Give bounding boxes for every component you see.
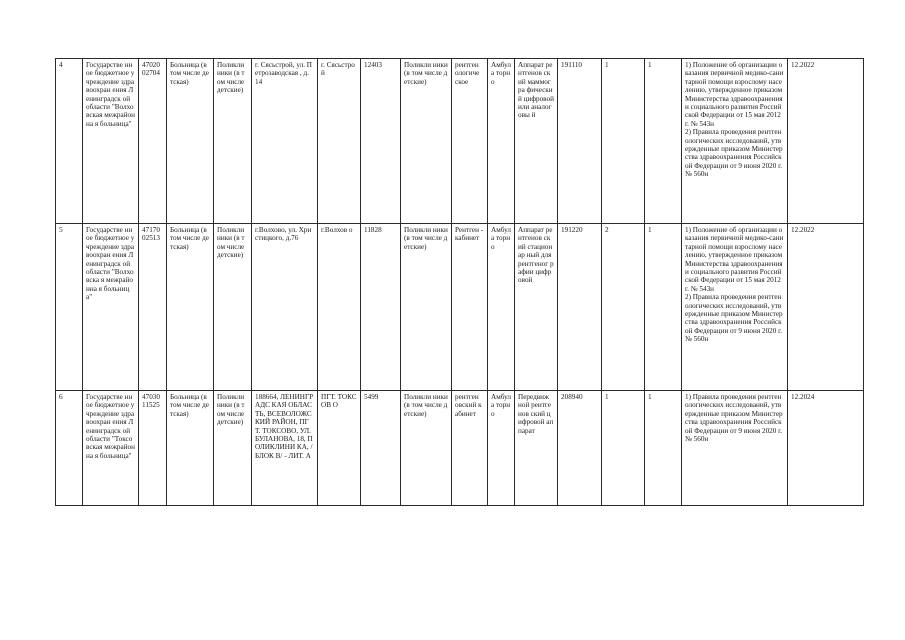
row-number: 6 <box>56 391 83 506</box>
cabinet-cell: рентген овский кабинет <box>452 391 488 506</box>
date-cell: 12.2022 <box>788 59 864 224</box>
unit-type-cell: Поликли ники (в том числе детские) <box>214 224 252 391</box>
equipment-table <box>55 58 864 506</box>
unit-type-cell: Поликли ники (в том числе детские) <box>214 59 252 224</box>
address-cell: 188664, ЛЕНИНГРАДС КАЯ ОБЛАСТЬ, ВСЕВОЛОЖС КИЙ РАЙОН, ПГТ. ТОКСОВО, УЛ. БУЛАНОВА, 18, ПОЛИКЛИНИ КА, /БЛОК В/ - ЛИТ. А <box>252 391 318 506</box>
care-condition-cell: Амбула торно <box>488 391 515 506</box>
date-cell: 12.2024 <box>788 391 864 506</box>
quantity-cell: 1 <box>602 391 645 506</box>
facility-type-cell: Больница (в том числе детская) <box>167 224 214 391</box>
population-cell: 11828 <box>361 224 401 391</box>
address-cell: г.Волхово, ул. Христицкого, д.76 <box>252 224 318 391</box>
population-cell: 12403 <box>361 59 401 224</box>
organization-cell: Государстве нное бюджетное учреждение здравоохран ения Ленинградск ой области "Волховская межрайонна я больница" <box>83 59 139 224</box>
quantity-cell: 1 <box>602 59 645 224</box>
equipment-code-cell: 191220 <box>558 224 602 391</box>
care-condition-cell: Амбула торно <box>488 59 515 224</box>
care-condition-cell: Амбула торно <box>488 224 515 391</box>
facility-type-cell: Больница (в том числе детская) <box>167 391 214 506</box>
equipment-code-cell: 191110 <box>558 59 602 224</box>
table-row <box>56 224 864 391</box>
facility-type-cell: Больница (в том числе детская) <box>167 59 214 224</box>
table-row <box>56 391 864 506</box>
regulations-cell: 1) Положение об организации оказания первичной медико-санитарной помощи взрослому населению, утвержденное приказом Министерства здравоохранения и социального развития Российской Федерации от 15 мая 2012 г. № 543н 2) Правила проведения рентгенологических исследований, утвержденные приказом Министерства здравоохранения Российской Федерации от 9 июня 2020 г. № 560н <box>682 224 788 391</box>
organization-cell: Государстве нное бюджетное учреждение здравоохран ения Ленинградск ой области "Токсовская межрайонна я больница" <box>83 391 139 506</box>
date-cell: 12.2022 <box>788 224 864 391</box>
org-code-cell: 47020 02704 <box>139 59 167 224</box>
population-cell: 5499 <box>361 391 401 506</box>
quantity-cell: 1 <box>645 391 682 506</box>
cabinet-cell: Рентген - кабинет <box>452 224 488 391</box>
equipment-cell: Аппарат рентгенов ский маммогра фический цифровой или аналоговы й <box>515 59 558 224</box>
quantity-cell: 1 <box>645 59 682 224</box>
org-code-cell: 47170 02513 <box>139 224 167 391</box>
cabinet-cell: рентген ологиче ское <box>452 59 488 224</box>
settlement-cell: г.Волхов о <box>318 224 361 391</box>
row-number: 4 <box>56 59 83 224</box>
organization-cell: Государстве нное бюджетное учреждение здравоохран ения Ленинградск ой области "Волховска я межрайонна я больница" <box>83 224 139 391</box>
department-cell: Поликли ники (в том числе детские) <box>401 224 452 391</box>
equipment-code-cell: 208940 <box>558 391 602 506</box>
equipment-cell: Передвиж ной рентгенов ский цифровой аппарат <box>515 391 558 506</box>
quantity-cell: 1 <box>645 224 682 391</box>
department-cell: Поликли ники (в том числе детские) <box>401 59 452 224</box>
row-number: 5 <box>56 224 83 391</box>
equipment-cell: Аппарат рентгенов ский стационар ный для рентгеног рафии цифровой <box>515 224 558 391</box>
settlement-cell: ПГТ. ТОКСОВ О <box>318 391 361 506</box>
regulations-cell: 1) Правила проведения рентгенологических исследований, утвержденные приказом Министерства здравоохранения Российской Федерации от 9 июня 2020 г. № 560н <box>682 391 788 506</box>
address-cell: г. Сясьстрой, ул. Петрозаводская , д. 14 <box>252 59 318 224</box>
table-row <box>56 59 864 224</box>
department-cell: Поликли ники (в том числе детские) <box>401 391 452 506</box>
quantity-cell: 2 <box>602 224 645 391</box>
unit-type-cell: Поликли ники (в том числе детские) <box>214 391 252 506</box>
org-code-cell: 47030 11525 <box>139 391 167 506</box>
regulations-cell: 1) Положение об организации оказания первичной медико-санитарной помощи взрослому населению, утвержденное приказом Министерства здравоохранения и социального развития Российской Федерации от 15 мая 2012 г. № 543н 2) Правила проведения рентгенологических исследований, утвержденные приказом Министерства здравоохранения Российской Федерации от 9 июня 2020 г. № 560н <box>682 59 788 224</box>
settlement-cell: г. Сясьстро й <box>318 59 361 224</box>
